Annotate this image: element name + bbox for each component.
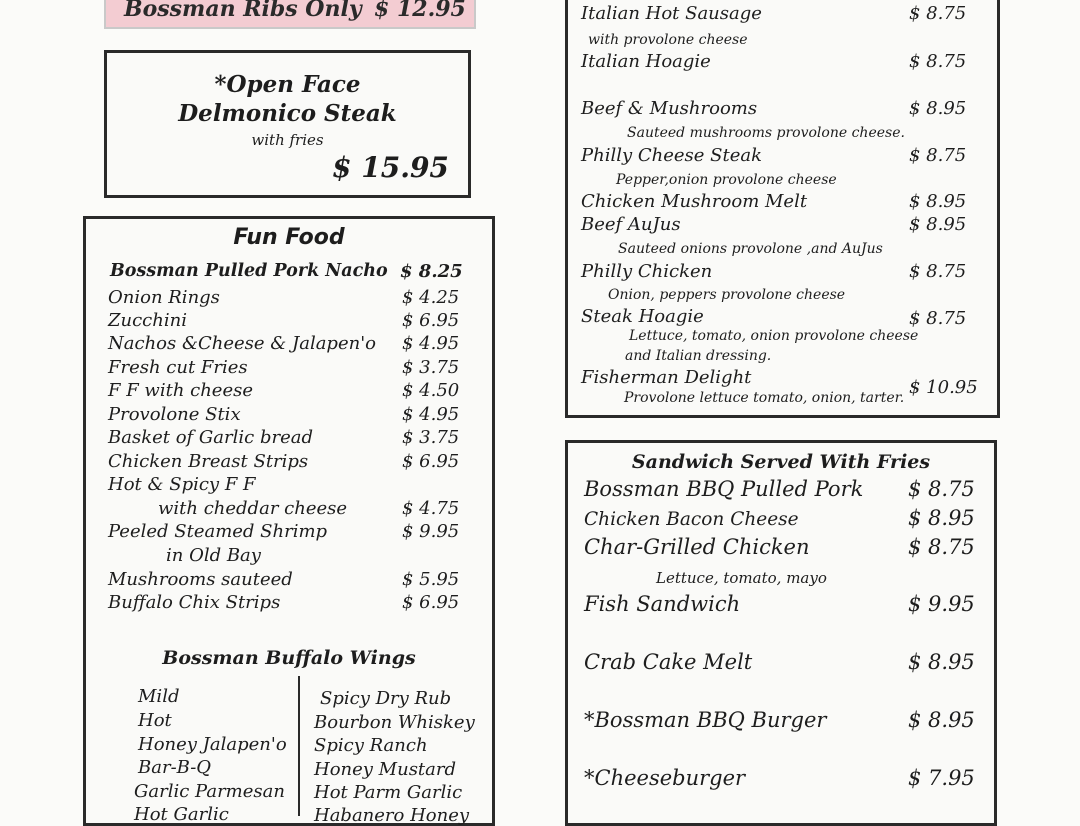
sand-desc-3: Lettuce, tomato, mayo	[656, 569, 827, 587]
delmonico-box	[104, 50, 471, 198]
fun-price-8: $ 6.95	[402, 451, 460, 472]
delmonico-line2: Delmonico Steak	[178, 100, 397, 127]
wing-right-3: Honey Mustard	[314, 759, 457, 780]
wing-right-4: Hot Parm Garlic	[314, 782, 463, 803]
wing-right-5: Habanero Honey	[314, 805, 470, 826]
fun-item-3: Nachos &Cheese & Jalapen'o	[108, 333, 376, 354]
sub-price-7: $ 8.75	[909, 308, 967, 329]
sub-item-1: Italian Hoagie	[581, 51, 711, 72]
fun-item-5: F F with cheese	[108, 380, 254, 401]
wing-left-1: Hot	[138, 710, 172, 731]
sand-item-2: Char-Grilled Chicken	[584, 535, 810, 559]
sub-desc-7: Lettuce, tomato, onion provolone cheese	[629, 328, 919, 344]
fun-price-14: $ 6.95	[402, 592, 460, 613]
sub-price-0: $ 8.75	[909, 3, 967, 24]
ribs-banner	[104, 0, 476, 29]
wing-left-4: Garlic Parmesan	[134, 781, 285, 802]
sub-item-4: Chicken Mushroom Melt	[581, 191, 808, 212]
sub-desc-8: Provolone lettuce tomato, onion, tarter.	[624, 390, 905, 406]
sub-item-7: Steak Hoagie	[581, 306, 704, 327]
sub-desc-0: with provolone cheese	[588, 32, 748, 48]
fun-price-1: $ 4.25	[402, 287, 460, 308]
fun-price-3: $ 4.95	[402, 333, 460, 354]
sub-desc-6: Onion, peppers provolone cheese	[608, 287, 846, 303]
wing-left-2: Honey Jalapen'o	[138, 734, 287, 755]
fun-item-1: Onion Rings	[108, 287, 220, 308]
fun-item-7: Basket of Garlic bread	[108, 427, 313, 448]
ribs-label: Bossman Ribs Only	[124, 0, 362, 22]
wing-right-1: Bourbon Whiskey	[314, 712, 475, 733]
sand-item-5: Crab Cake Melt	[584, 650, 753, 674]
sand-item-1: Chicken Bacon Cheese	[584, 509, 799, 530]
fun-item-0: Bossman Pulled Pork Nacho	[110, 261, 388, 281]
sand-item-0: Bossman BBQ Pulled Pork	[584, 477, 864, 501]
sub-item-0: Italian Hot Sausage	[581, 3, 762, 24]
fun-price-4: $ 3.75	[402, 357, 460, 378]
sand-price-0: $ 8.75	[908, 477, 975, 501]
sub-desc-2: Sauteed mushrooms provolone cheese.	[627, 125, 905, 141]
sub-item-8: Fisherman Delight	[581, 367, 752, 388]
sub-item-3: Philly Cheese Steak	[581, 145, 763, 166]
fun-price-7: $ 3.75	[402, 427, 460, 448]
sandwich-box	[565, 440, 997, 826]
sub-item-2: Beef & Mushrooms	[581, 98, 758, 119]
fun-item-10: with cheddar cheese	[158, 498, 348, 519]
sand-price-2: $ 8.75	[908, 535, 975, 559]
sand-price-4: $ 9.95	[908, 592, 975, 616]
fun-price-5: $ 4.50	[402, 380, 460, 401]
hot-subs-box	[565, 0, 1000, 418]
fun-item-8: Chicken Breast Strips	[108, 451, 309, 472]
fun-price-11: $ 9.95	[402, 521, 460, 542]
delmonico-price: $ 15.95	[332, 151, 449, 184]
fun-item-13: Mushrooms sauteed	[108, 569, 293, 590]
wing-right-0: Spicy Dry Rub	[320, 688, 452, 709]
sub-item-6: Philly Chicken	[581, 261, 713, 282]
fun-food-box	[83, 216, 495, 826]
sub-price-4: $ 8.95	[909, 191, 967, 212]
delmonico-sub: with fries	[251, 131, 324, 149]
sub-desc-7b: and Italian dressing.	[625, 348, 772, 364]
fun-price-2: $ 6.95	[402, 310, 460, 331]
fun-item-4: Fresh cut Fries	[108, 357, 248, 378]
sub-price-6: $ 8.75	[909, 261, 967, 282]
fun-item-12: in Old Bay	[166, 545, 261, 566]
fun-item-2: Zucchini	[108, 310, 187, 331]
delmonico-line1: *Open Face	[214, 71, 361, 98]
wings-title: Bossman Buffalo Wings	[162, 647, 416, 669]
sub-price-5: $ 8.95	[909, 214, 967, 235]
fun-item-14: Buffalo Chix Strips	[108, 592, 281, 613]
sand-price-1: $ 8.95	[908, 506, 975, 530]
wings-divider	[298, 676, 300, 816]
fun-price-10: $ 4.75	[402, 498, 460, 519]
fun-food-title: Fun Food	[233, 225, 345, 250]
wing-left-0: Mild	[138, 686, 180, 707]
ribs-price: $ 12.95	[374, 0, 466, 22]
sub-item-5: Beef AuJus	[581, 214, 681, 235]
sand-item-4: Fish Sandwich	[584, 592, 741, 616]
sub-desc-3: Pepper,onion provolone cheese	[616, 172, 837, 188]
fun-item-9: Hot & Spicy F F	[108, 474, 256, 495]
sand-price-5: $ 8.95	[908, 650, 975, 674]
sub-price-1: $ 8.75	[909, 51, 967, 72]
fun-item-6: Provolone Stix	[108, 404, 241, 425]
sand-price-7: $ 7.95	[908, 766, 975, 790]
sandwich-title: Sandwich Served With Fries	[631, 451, 931, 473]
fun-price-6: $ 4.95	[402, 404, 460, 425]
sand-item-7: *Cheeseburger	[584, 766, 746, 790]
sub-price-2: $ 8.95	[909, 98, 967, 119]
sub-price-3: $ 8.75	[909, 145, 967, 166]
sand-price-6: $ 8.95	[908, 708, 975, 732]
wing-left-3: Bar-B-Q	[138, 757, 212, 778]
fun-price-0: $ 8.25	[400, 261, 463, 282]
sand-item-6: *Bossman BBQ Burger	[584, 708, 827, 732]
wing-right-2: Spicy Ranch	[314, 735, 428, 756]
fun-price-13: $ 5.95	[402, 569, 460, 590]
sub-price-8: $ 10.95	[909, 377, 978, 398]
fun-item-11: Peeled Steamed Shrimp	[108, 521, 328, 542]
wing-left-5: Hot Garlic	[134, 804, 229, 825]
sub-desc-5: Sauteed onions provolone ,and AuJus	[618, 241, 883, 257]
